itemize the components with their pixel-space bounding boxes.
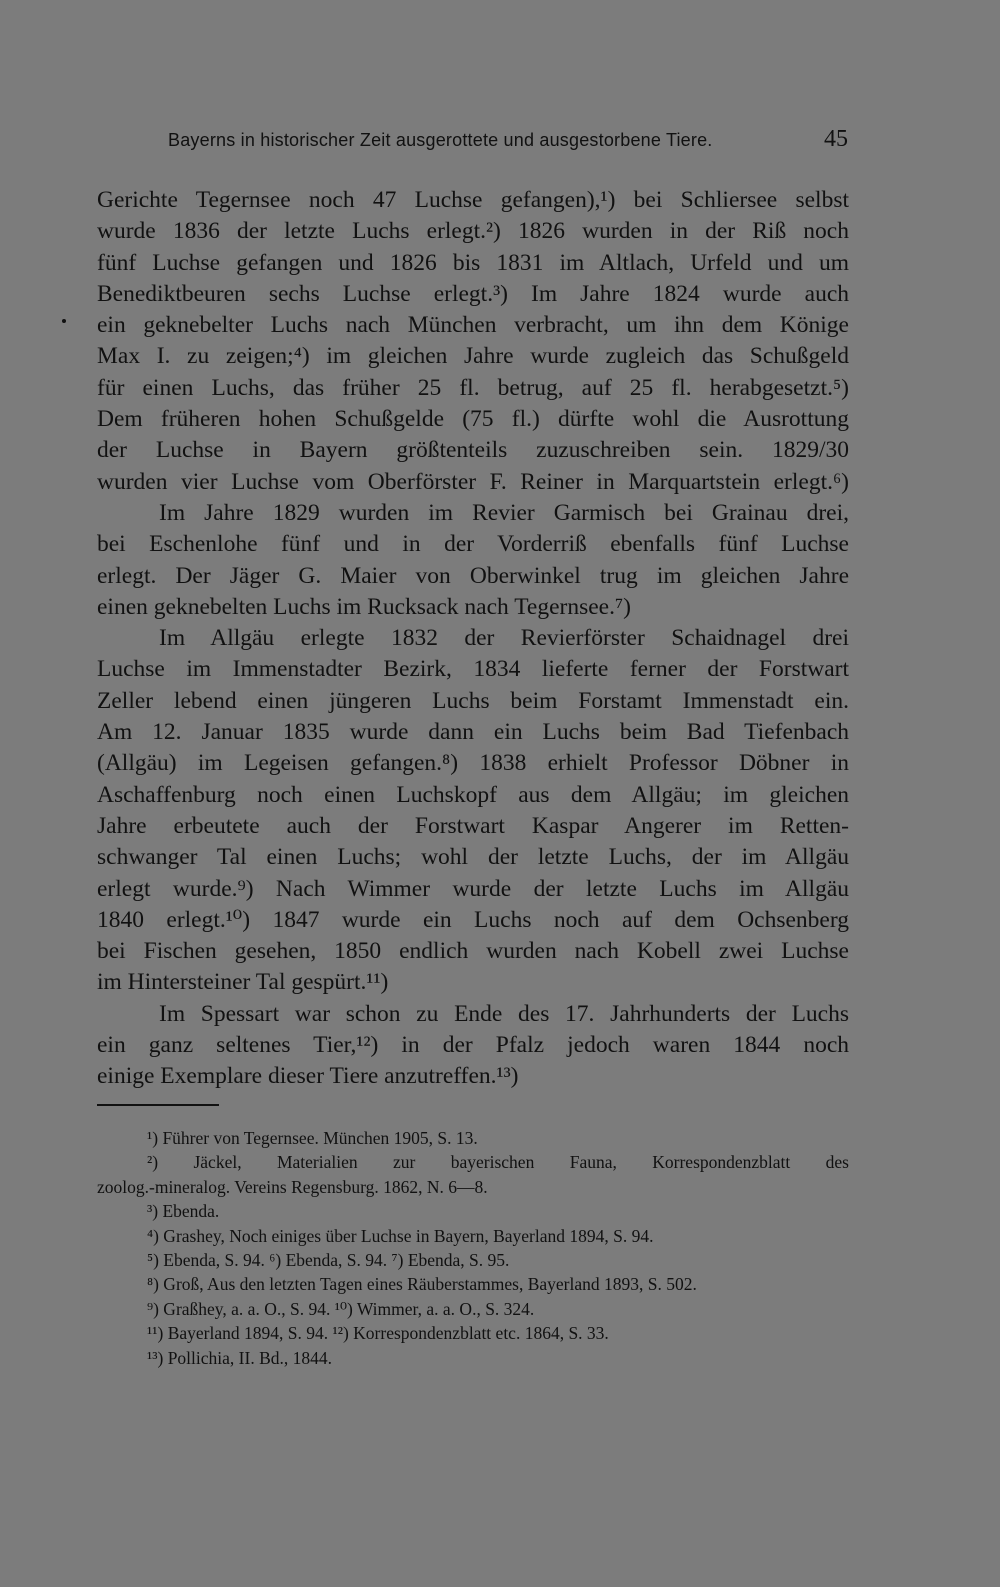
text-line: Luchse im Immenstadter Bezirk, 1834 lieferte ferner der Forstwart <box>97 656 849 683</box>
footnote-line: ¹³) Pollichia, II. Bd., 1844. <box>147 1347 332 1368</box>
footnote-divider <box>97 1104 219 1106</box>
footnote-line: ¹) Führer von Tegernsee. München 1905, S. 13. <box>147 1128 478 1148</box>
text-line: Benediktbeuren sechs Luchse erlegt.³) Im Jahre 1824 wurde auch <box>97 280 849 307</box>
text-line: Am 12. Januar 1835 wurde dann ein Luchs beim Bad Tiefenbach <box>97 719 849 746</box>
footnote-line: ²) Jäckel, Materialien zur bayerischen Fauna, Korrespondenzblatt des <box>147 1152 849 1173</box>
text-line: Max I. zu zeigen;⁴) im gleichen Jahre wurde zugleich das Schußgeld <box>97 343 849 370</box>
footnote-line: ⁵) Ebenda, S. 94. ⁶) Ebenda, S. 94. ⁷) Ebenda, S. 95. <box>147 1249 510 1270</box>
text-line: Gerichte Tegernsee noch 47 Luchse gefangen),¹) bei Schliersee selbst <box>97 187 849 213</box>
text-line: schwanger Tal einen Luchs; wohl der letzte Luchs, der im Allgäu <box>97 844 849 871</box>
text-line: Jahre erbeutete auch der Forstwart Kaspar Angerer im Retten- <box>97 812 849 839</box>
footnote-line: ⁴) Grashey, Noch einiges über Luchse in Bayern, Bayerland 1894, S. 94. <box>147 1225 654 1246</box>
text-line: Zeller lebend einen jüngeren Luchs beim Forstamt Immenstadt ein. <box>97 687 849 714</box>
footnote-line: zoolog.-mineralog. Vereins Regensburg. 1862, N. 6—8. <box>97 1176 488 1197</box>
text-line: wurden vier Luchse vom Oberförster F. Reiner in Marquartstein erlegt.⁶) <box>97 468 849 495</box>
footnotes <box>97 1126 849 1370</box>
text-line: bei Eschenlohe fünf und in der Vorderriß ebenfalls fünf Luchse <box>97 531 849 558</box>
text-line: wurde 1836 der letzte Luchs erlegt.²) 1826 wurden in der Riß noch <box>97 218 849 245</box>
footnote-line: ⁹) Graßhey, a. a. O., S. 94. ¹⁰) Wimmer, a. a. O., S. 324. <box>147 1298 535 1319</box>
text-line: im Hintersteiner Tal gespürt.¹¹) <box>97 969 389 996</box>
text-line: Im Jahre 1829 wurden im Revier Garmisch bei Grainau drei, <box>159 499 849 526</box>
text-line: einige Exemplare dieser Tiere anzutreffen.¹³) <box>97 1063 519 1090</box>
text-line: Dem früheren hohen Schußgelde (75 fl.) dürfte wohl die Ausrottung <box>97 406 849 433</box>
margin-mark <box>62 319 66 323</box>
text-line: Im Allgäu erlegte 1832 der Revierförster Schaidnagel drei <box>159 625 849 652</box>
body-text <box>97 185 849 1093</box>
running-header <box>168 126 848 158</box>
text-line: erlegt wurde.⁹) Nach Wimmer wurde der letzte Luchs im Allgäu <box>97 875 849 902</box>
text-line: für einen Luchs, das früher 25 fl. betrug, auf 25 fl. herabgesetzt.⁵) <box>97 374 849 401</box>
text-line: Aschaffenburg noch einen Luchskopf aus dem Allgäu; im gleichen <box>97 781 849 808</box>
text-line: fünf Luchse gefangen und 1826 bis 1831 im Altlach, Urfeld und um <box>97 249 849 276</box>
text-line: einen geknebelten Luchs im Rucksack nach Tegernsee.⁷) <box>97 593 632 620</box>
footnote-line: ¹¹) Bayerland 1894, S. 94. ¹²) Korrespondenzblatt etc. 1864, S. 33. <box>147 1323 609 1344</box>
footnote-line: ⁸) Groß, Aus den letzten Tagen eines Räuberstammes, Bayerland 1893, S. 502. <box>147 1274 697 1295</box>
running-title: Bayerns in historischer Zeit ausgerottete und ausgestorbene Tiere. <box>168 130 713 150</box>
text-line: ein geknebelter Luchs nach München verbracht, um ihn dem Könige <box>97 312 849 339</box>
footnote-line: ³) Ebenda. <box>147 1201 220 1222</box>
text-line: (Allgäu) im Legeisen gefangen.⁸) 1838 erhielt Professor Döbner in <box>97 750 849 777</box>
text-line: ein ganz seltenes Tier,¹²) in der Pfalz jedoch waren 1844 noch <box>97 1032 849 1059</box>
text-line: 1840 erlegt.¹⁰) 1847 wurde ein Luchs noch auf dem Ochsenberg <box>97 906 849 933</box>
text-line: bei Fischen gesehen, 1850 endlich wurden nach Kobell zwei Luchse <box>97 938 849 965</box>
text-line: Im Spessart war schon zu Ende des 17. Jahrhunderts der Luchs <box>159 1000 849 1027</box>
page-number: 45 <box>824 126 848 152</box>
text-line: erlegt. Der Jäger G. Maier von Oberwinkel trug im gleichen Jahre <box>97 562 849 589</box>
text-line: der Luchse in Bayern größtenteils zuzuschreiben sein. 1829/30 <box>97 437 849 464</box>
